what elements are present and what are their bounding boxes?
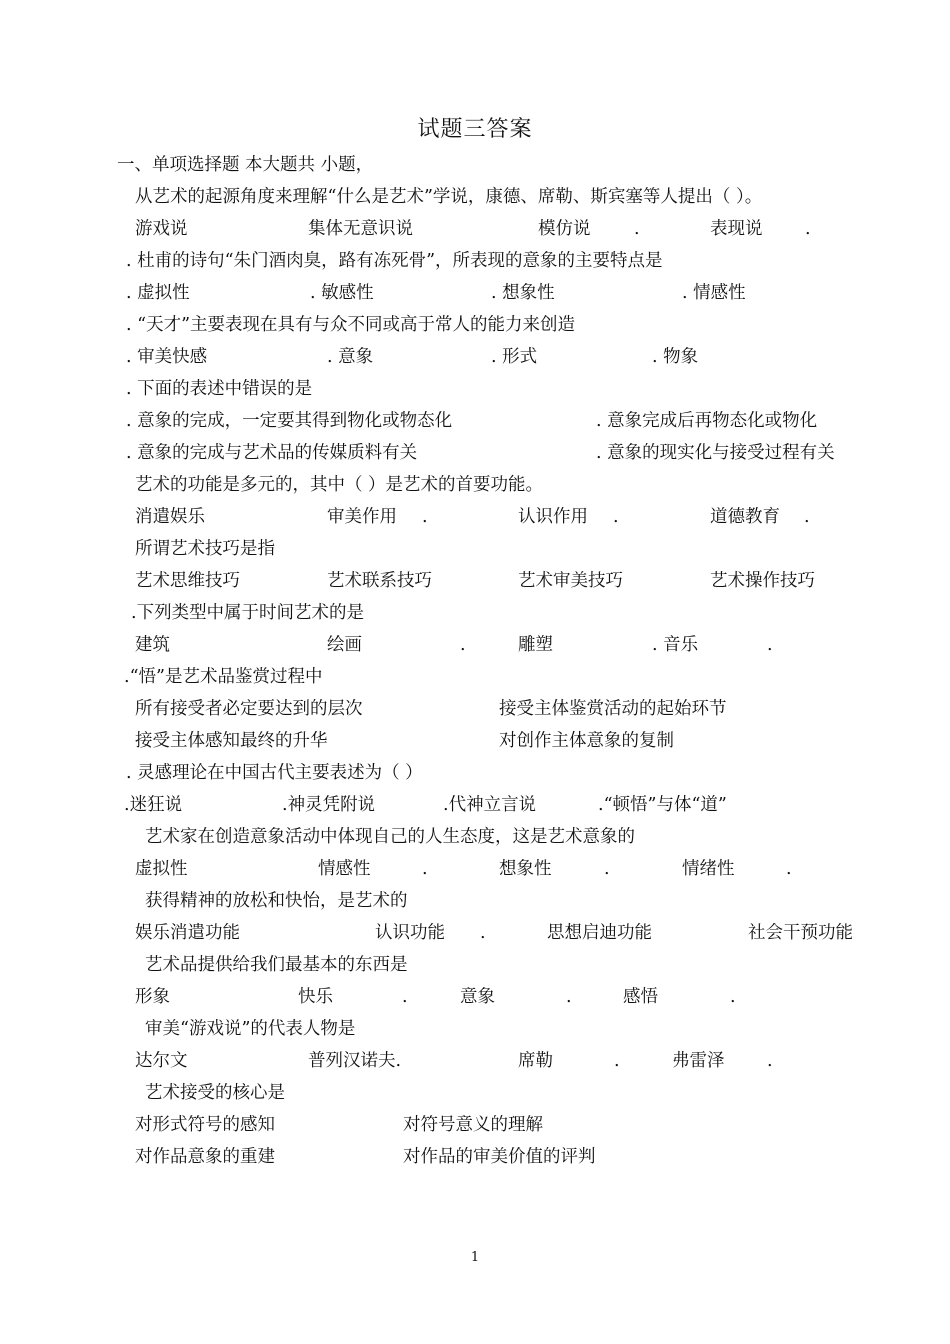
q12-option-a: 形象 [135,987,170,1007]
q12-option-c: 意象 [460,987,495,1007]
q13-option-c: 席勒 [518,1051,553,1071]
q7-option-a: 建筑 [135,635,170,655]
question-10-stem: 艺术家在创造意象活动中体现自己的人生态度，这是艺术意象的 [145,827,635,847]
q10-option-b: 情感性 [318,859,371,879]
q4-option-c: . 意象的完成与艺术品的传媒质料有关 [126,443,418,463]
q10-option-c-marker: . [422,859,428,879]
page-number: 1 [470,1250,480,1265]
q10-option-a: 虚拟性 [135,859,188,879]
q5-trailing-marker: . [804,507,810,527]
q1-option-c: 模仿说 [538,219,591,239]
q11-option-d: 社会干预功能 [748,923,853,943]
q6-option-b: 艺术联系技巧 [327,571,432,591]
q3-option-c: . 形式 [491,347,538,367]
q11-option-c: 思想启迪功能 [547,923,652,943]
q5-option-d: 道德教育 [710,507,780,527]
q7-option-c-marker: . [460,635,466,655]
q12-option-d-marker: . [566,987,572,1007]
q6-option-d: 艺术操作技巧 [710,571,815,591]
q5-option-d-marker: . [613,507,619,527]
q4-option-b: . 意象完成后再物态化或物化 [596,411,818,431]
q8-option-c: 接受主体感知最终的升华 [135,731,328,751]
q3-option-b: . 意象 [327,347,374,367]
q11-option-c-marker: . [480,923,486,943]
q7-trailing-marker: . [767,635,773,655]
q13-option-b: 普列汉诺夫. [308,1051,402,1071]
question-1-stem: 从艺术的起源角度来理解“什么是艺术”学说，康德、席勒、斯宾塞等人提出（ ）。 [135,187,763,207]
q1-trailing-marker: . [805,219,811,239]
q1-option-b: 集体无意识说 [308,219,413,239]
q1-option-d-marker: . [634,219,640,239]
q1-option-d: 表现说 [710,219,763,239]
q6-option-a: 艺术思维技巧 [135,571,240,591]
q12-option-c-marker: . [402,987,408,1007]
q6-option-c: 艺术审美技巧 [518,571,623,591]
question-8-stem: .“悟”是艺术品鉴赏过程中 [124,667,323,687]
question-5-stem: 艺术的功能是多元的，其中（ ）是艺术的首要功能。 [135,475,544,495]
q11-option-b: 认识功能 [375,923,445,943]
q10-option-d: 情绪性 [682,859,735,879]
q10-trailing-marker: . [786,859,792,879]
q8-option-d: 对创作主体意象的复制 [499,731,674,751]
q5-option-a: 消遣娱乐 [135,507,205,527]
q9-option-d: .“顿悟”与体“道” [598,795,727,815]
q3-option-a: . 审美快感 [126,347,208,367]
q13-option-d: 弗雷泽 [672,1051,725,1071]
question-12-stem: 艺术品提供给我们最基本的东西是 [145,955,408,975]
q12-option-b: 快乐 [298,987,333,1007]
question-6-stem: 所谓艺术技巧是指 [135,539,275,559]
q5-option-b: 审美作用 [327,507,397,527]
q4-option-a: . 意象的完成，一定要其得到物化或物态化 [126,411,453,431]
q13-option-d-marker: . [614,1051,620,1071]
q14-option-b: 对符号意义的理解 [403,1115,543,1135]
q12-trailing-marker: . [730,987,736,1007]
section-heading: 一、单项选择题 本大题共 小题， [117,155,374,175]
q2-option-b: . 敏感性 [310,283,374,303]
q10-option-c: 想象性 [499,859,552,879]
question-7-stem: .下列类型中属于时间艺术的是 [131,603,365,623]
question-14-stem: 艺术接受的核心是 [145,1083,285,1103]
q13-trailing-marker: . [767,1051,773,1071]
q11-option-a: 娱乐消遣功能 [135,923,240,943]
question-11-stem: 获得精神的放松和快怡，是艺术的 [145,891,408,911]
q9-option-b: .神灵凭附说 [282,795,376,815]
q14-option-a: 对形式符号的感知 [135,1115,275,1135]
q8-option-a: 所有接受者必定要达到的层次 [135,699,363,719]
q3-option-d: . 物象 [652,347,699,367]
q10-option-d-marker: . [604,859,610,879]
q5-option-c-marker: . [422,507,428,527]
question-4-stem: . 下面的表述中错误的是 [126,379,313,399]
page-title: 试题三答案 [417,117,533,142]
q7-option-c: 雕塑 [518,635,553,655]
q12-option-d: 感悟 [623,987,658,1007]
q7-option-d: . 音乐 [652,635,699,655]
question-3-stem: . “天才”主要表现在具有与众不同或高于常人的能力来创造 [126,315,576,335]
q1-option-a: 游戏说 [135,219,188,239]
q5-option-c: 认识作用 [518,507,588,527]
question-9-stem: . 灵感理论在中国古代主要表述为（ ） [126,763,423,783]
q14-option-c: 对作品意象的重建 [135,1147,275,1167]
q9-option-c: .代神立言说 [443,795,537,815]
q7-option-b: 绘画 [327,635,362,655]
q2-option-a: . 虚拟性 [126,283,190,303]
q4-option-d: . 意象的现实化与接受过程有关 [596,443,835,463]
q2-option-d: . 情感性 [682,283,746,303]
q2-option-c: . 想象性 [491,283,555,303]
question-2-stem: . 杜甫的诗句“朱门酒肉臭，路有冻死骨”，所表现的意象的主要特点是 [126,251,663,271]
q9-option-a: .迷狂说 [124,795,183,815]
question-13-stem: 审美“游戏说”的代表人物是 [145,1019,356,1039]
q13-option-a: 达尔文 [135,1051,188,1071]
q14-option-d: 对作品的审美价值的评判 [403,1147,596,1167]
q8-option-b: 接受主体鉴赏活动的起始环节 [499,699,727,719]
